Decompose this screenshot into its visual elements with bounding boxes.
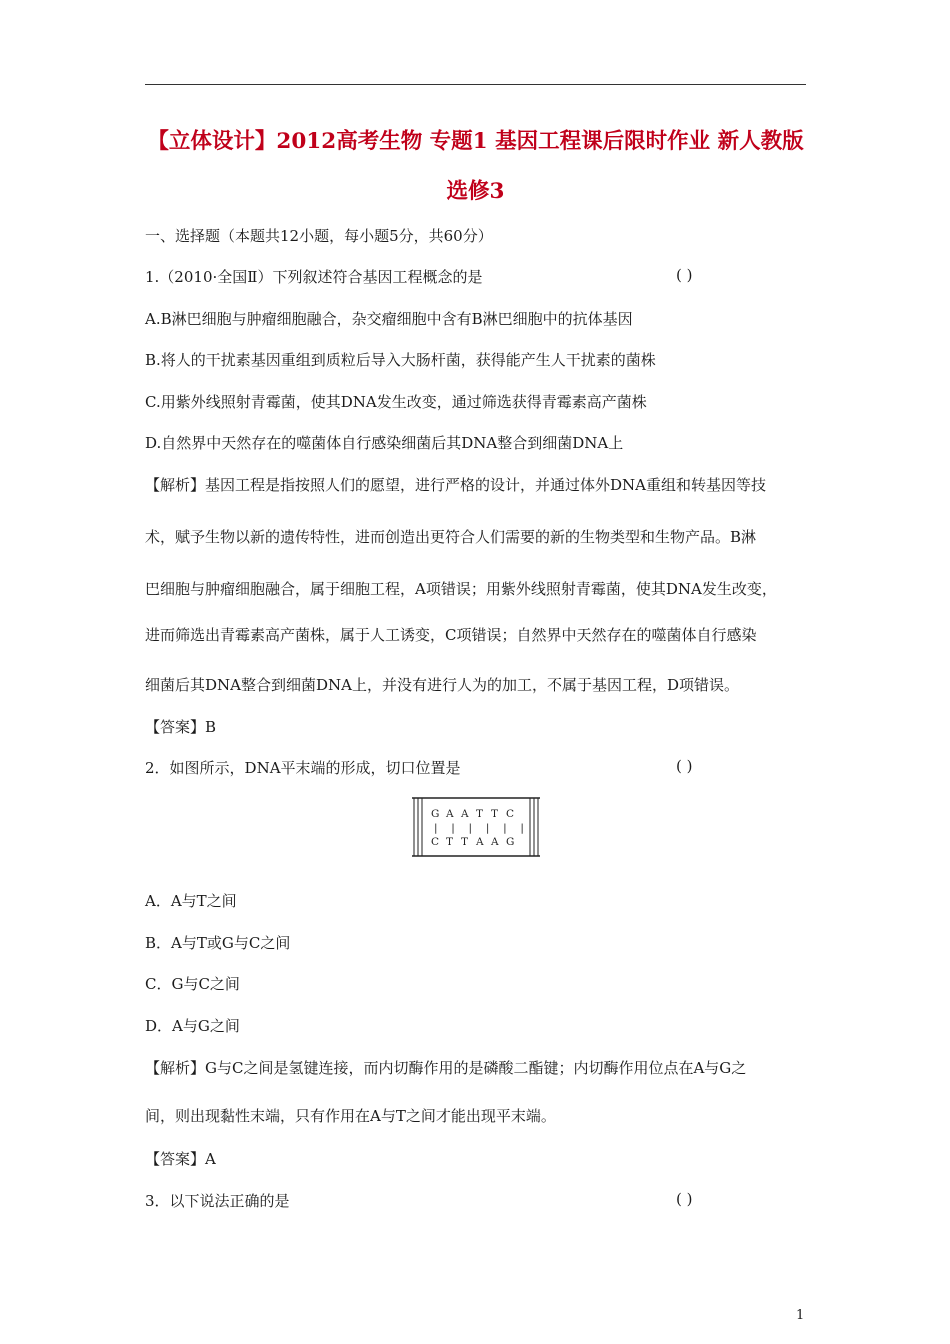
header-rule	[145, 84, 806, 85]
base-top-6: C	[506, 808, 515, 820]
base-top-2: A	[446, 808, 454, 820]
bottom-strand	[431, 836, 514, 848]
base-top-3: A	[461, 808, 469, 820]
base-bottom-1: C	[431, 836, 440, 848]
question-2-stem: 2．如图所示，DNA平末端的形成，切口位置是	[145, 759, 461, 777]
question-2-option-d: D．A与G之间	[145, 1017, 240, 1035]
base-bottom-6: G	[506, 836, 515, 848]
base-bottom-5: A	[491, 836, 499, 848]
question-1-analysis-line: 进而筛选出青霉素高产菌株，属于人工诱变，C项错误；自然界中天然存在的噬菌体自行感染	[145, 626, 757, 644]
question-1-stem: 1.（2010·全国Ⅱ）下列叙述符合基因工程概念的是	[145, 268, 483, 286]
base-bottom-2: T	[446, 836, 454, 848]
base-bottom-3: T	[461, 836, 469, 848]
question-1-option-c: C.用紫外线照射青霉菌，使其DNA发生改变，通过筛选获得青霉素高产菌株	[145, 393, 647, 411]
document-title-line1: 【立体设计】2012高考生物 专题1 基因工程课后限时作业 新人教版	[147, 129, 804, 154]
question-2-analysis-line: 【解析】G与C之间是氢键连接，而内切酶作用的是磷酸二酯键；内切酶作用位点在A与G之	[145, 1059, 747, 1077]
question-1-answer: 【答案】B	[145, 718, 217, 736]
question-1-analysis-line: 术，赋予生物以新的遗传特性，进而创造出更符合人们需要的新的生物类型和生物产品。B淋	[145, 528, 757, 546]
question-1-option-b: B.将人的干扰素基因重组到质粒后导入大肠杆菌，获得能产生人干扰素的菌株	[145, 351, 656, 369]
section-heading: 一、选择题（本题共12小题，每小题5分，共60分）	[145, 227, 493, 245]
page-number: 1	[796, 1308, 805, 1323]
base-top-1: G	[431, 808, 440, 820]
base-top-5: T	[491, 808, 499, 820]
dna-diagram	[409, 796, 543, 858]
top-strand	[431, 808, 514, 820]
question-1-analysis-line: 细菌后其DNA整合到细菌DNA上，并没有进行人为的加工，不属于基因工程，D项错误。	[145, 676, 739, 694]
question-2-answer-blank: ( )	[676, 757, 693, 775]
question-3-stem: 3．以下说法正确的是	[145, 1192, 290, 1210]
question-1-answer-blank: ( )	[676, 266, 693, 284]
question-1-option-a: A.B淋巴细胞与肿瘤细胞融合，杂交瘤细胞中含有B淋巴细胞中的抗体基因	[145, 310, 633, 328]
base-bottom-4: A	[476, 836, 484, 848]
question-1-analysis-line: 【解析】基因工程是指按照人们的愿望，进行严格的设计，并通过体外DNA重组和转基因等技	[145, 476, 766, 494]
question-1-option-d: D.自然界中天然存在的噬菌体自行感染细菌后其DNA整合到细菌DNA上	[145, 434, 624, 452]
question-2-analysis-line: 间，则出现黏性末端，只有作用在A与T之间才能出现平末端。	[145, 1107, 556, 1125]
question-3-answer-blank: ( )	[676, 1190, 693, 1208]
question-2-option-c: C．G与C之间	[145, 975, 240, 993]
base-top-4: T	[476, 808, 484, 820]
question-2-option-a: A．A与T之间	[145, 892, 237, 910]
hydrogen-bonds: | | | | | |	[434, 822, 530, 834]
question-2-answer: 【答案】A	[145, 1150, 216, 1168]
document-title-line2: 选修3	[446, 179, 505, 204]
question-1-analysis-line: 巴细胞与肿瘤细胞融合，属于细胞工程，A项错误；用紫外线照射青霉菌，使其DNA发生改变，	[145, 580, 777, 598]
question-2-option-b: B．A与T或G与C之间	[145, 934, 291, 952]
